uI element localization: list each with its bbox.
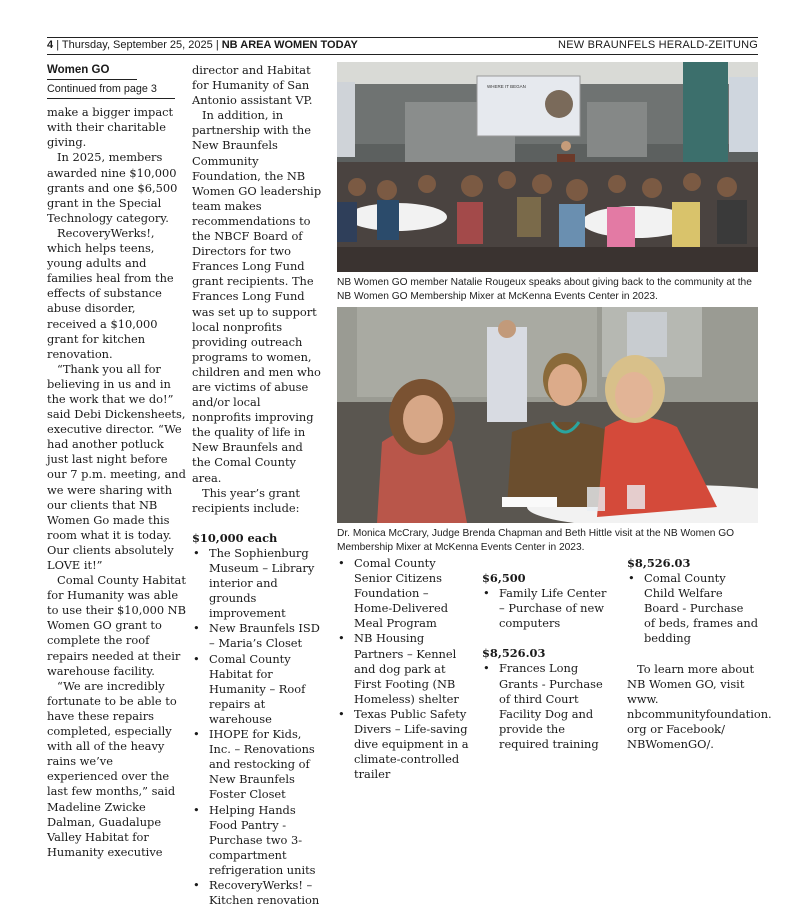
- paragraph: This year’s grant recipients include:: [192, 485, 300, 515]
- article-kicker: Women GO: [47, 63, 137, 80]
- grant-heading-6500: $6,500: [482, 571, 526, 585]
- publication-name: NEW BRAUNFELS HERALD-ZEITUNG: [558, 39, 758, 51]
- closing-paragraph: To learn more about NB Women GO, visit www. nbcommunityfoundation. org or Facebook/ NBWomenGO/.: [627, 661, 772, 752]
- header-left: 4 | Thursday, September 25, 2025 | NB AREA WOMEN TODAY: [47, 39, 358, 51]
- continued-line: Continued from page 3: [47, 82, 175, 99]
- article-column-2: [192, 63, 322, 908]
- paragraph: “We are incredibly fortunate to be able to have these repairs completed, especially with all of the heavy rains we’ve experienced over the last few months,” said Madeline Zwicke Dalman, Guadalupe Valley Habitat for Humanity executive: [47, 678, 177, 859]
- section-name: NB AREA WOMEN TODAY: [221, 39, 358, 51]
- photo-mixer-speaker: [337, 62, 758, 272]
- paragraph: RecoveryWerks!, which helps teens, young adults and families heal from the effects of substance abuse disorder, received a $10,000 grant for kitchen renovation.: [47, 225, 174, 361]
- paragraph: In 2025, members awarded nine $10,000 grants and one $6,500 grant in the Special Technology category.: [47, 150, 178, 225]
- photo-three-women: [337, 307, 758, 523]
- grant-column-c: [627, 556, 772, 752]
- grant-list-continued: [337, 556, 469, 782]
- grant-heading-8526-a: $8,526.03: [482, 646, 546, 661]
- paragraph: make a bigger impact with their charitable giving.: [47, 105, 174, 150]
- grant-heading-8526-b: $8,526.03: [627, 556, 691, 570]
- list-item: • Frances Long Grants - Purchase of third Court Facility Dog and provide the required training: [482, 661, 614, 752]
- photo1-caption: NB Women GO member Natalie Rougeux speaks about giving back to the community at the NB Women GO Membership Mixer at McKenna Events Center in 2023.: [337, 277, 752, 302]
- list-item: • NB Housing Partners – Kennel and dog park at First Footing (NB Homeless) shelter: [337, 631, 469, 706]
- grant-heading-10000: $10,000 each: [192, 530, 278, 545]
- paragraph: Comal County Habitat for Humanity was able to use their $10,000 NB Women GO grant to complete the roof repairs needed at their warehouse facility.: [47, 573, 187, 678]
- list-item: • Helping Hands Food Pantry - Purchase two 3-compartment refrigeration units: [192, 803, 322, 878]
- grant-list-10000: [192, 546, 322, 908]
- list-item: • Comal County Senior Citizens Foundation – Home-Delivered Meal Program: [337, 556, 469, 631]
- list-item: • Family Life Center – Purchase of new computers: [482, 586, 614, 631]
- page-number: 4: [47, 39, 54, 51]
- photo-mixer-speaker-image: [337, 62, 758, 272]
- list-item: • RecoveryWerks! – Kitchen renovation: [192, 878, 322, 908]
- article-column-1: [47, 63, 187, 860]
- list-item: • The Sophienburg Museum – Library interior and grounds improvement: [192, 546, 322, 621]
- grant-column-b: [482, 571, 614, 752]
- photo-three-women-image: [337, 307, 758, 523]
- list-item: • Texas Public Safety Divers – Life-saving dive equipment in a climate-controlled trailer: [337, 707, 469, 782]
- paragraph: In addition, in partnership with the New Braunfels Community Foundation, the NB Women GO leadership team makes recommendations to the NBCF Board of Directors for two Frances Long Fund grant recipients. The Frances Long Fund was set up to support local nonprofits providing outreach programs to women, children and men who are victims of abuse and/or local nonprofits improving the quality of life in New Braunfels and the Comal County area.: [192, 108, 322, 485]
- list-item: • IHOPE for Kids, Inc. – Renovations and restocking of New Braunfels Foster Closet: [192, 727, 322, 802]
- paragraph: “Thank you all for believing in us and in the work that we do!” said Debi Dickensheets, executive director. “We had another potluck just last night before our 7 p.m. meeting, and we were sharing with our clients that NB Women Go made this room what it is today. Our clients absolutely LOVE it!”: [47, 361, 186, 572]
- list-item: • Comal County Habitat for Humanity – Roof repairs at warehouse: [192, 652, 322, 727]
- issue-date: Thursday, September 25, 2025: [61, 39, 213, 51]
- screen-text: WHERE IT BEGAN: [487, 84, 526, 89]
- photo2-caption: Dr. Monica McCrary, Judge Brenda Chapman and Beth Hittle visit at the NB Women GO Membership Mixer at McKenna Events Center in 2023.: [337, 528, 735, 553]
- list-item: • New Braunfels ISD – Maria’s Closet: [192, 621, 322, 651]
- list-item: • Comal County Child Welfare Board - Purchase of beds, frames and bedding: [627, 571, 758, 646]
- page-header: [47, 37, 758, 55]
- paragraph: director and Habitat for Humanity of San Antonio assistant VP.: [192, 63, 313, 108]
